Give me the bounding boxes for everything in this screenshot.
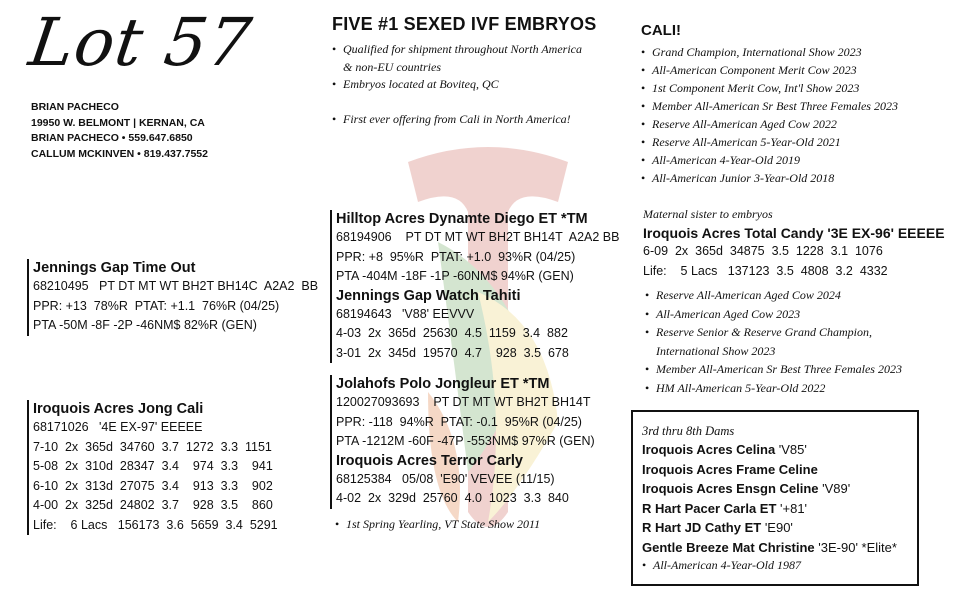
maternal-honors bbox=[645, 286, 955, 397]
honor-item: • Reserve All-American 5-Year-Old 2021 bbox=[641, 133, 951, 151]
animal-line: 68125384 05/08 'E90' VEVEE (11/15) bbox=[336, 471, 555, 486]
offer-bullets bbox=[332, 41, 632, 128]
honor-item: • Reserve All-American Aged Cow 2024 bbox=[645, 286, 955, 305]
maternal-sister bbox=[643, 224, 945, 281]
animal-line: PTA -50M -8F -2P -46NM$ 82%R (GEN) bbox=[33, 318, 257, 332]
dam-score: 'V85' bbox=[775, 442, 807, 457]
contact-line: 19950 W. BELMONT | KERNAN, CA bbox=[31, 116, 205, 129]
honor-item: • 1st Spring Yearling, VT State Show 2011 bbox=[335, 516, 540, 534]
animal-line: 4-02 2x 329d 25760 4.0 1023 3.3 840 bbox=[336, 491, 569, 505]
contact-line: BRIAN PACHECO • 559.647.6850 bbox=[31, 132, 193, 144]
dam-score: '+81' bbox=[776, 500, 808, 516]
dams-honor bbox=[642, 557, 917, 575]
animal-line: 5-08 2x 310d 28347 3.4 974 3.3 941 bbox=[33, 459, 273, 473]
maternal-note: Maternal sister to embryos bbox=[643, 207, 773, 221]
dam-name: Gentle Breeze Mat Christine bbox=[642, 539, 815, 555]
dam-name: R Hart Pacer Carla ET bbox=[642, 500, 777, 516]
honor-item: • All-American 4-Year-Old 2019 bbox=[641, 151, 951, 169]
dam-name: R Hart JD Cathy ET bbox=[642, 520, 762, 535]
pedigree-sire bbox=[330, 210, 619, 363]
animal-line: PPR: +13 78%R PTAT: +1.1 76%R (04/25) bbox=[33, 298, 280, 313]
dam-item bbox=[642, 518, 917, 538]
animal-line: 68194906 PT DT MT WT BH2T BH14T A2A2 BB bbox=[336, 230, 620, 244]
honor-item: • All-American Component Merit Cow 2023 bbox=[641, 61, 951, 79]
honor-item: • HM All-American 5-Year-Old 2022 bbox=[645, 379, 955, 398]
honor-item: • 1st Component Merit Cow, Int'l Show 2023 bbox=[641, 79, 951, 97]
animal-line: 6-10 2x 313d 27075 3.4 913 3.3 902 bbox=[33, 478, 273, 493]
offer-bullet-cont: & non-EU countries bbox=[343, 59, 441, 74]
offer-title: FIVE #1 SEXED IVF EMBRYOS bbox=[332, 14, 597, 34]
animal-name: Jennings Gap Watch Tahiti bbox=[336, 287, 521, 304]
animal-line: Life: 6 Lacs 156173 3.6 5659 3.4 5291 bbox=[33, 517, 278, 532]
animal-line: 7-10 2x 365d 34760 3.7 1272 3.3 1151 bbox=[33, 439, 272, 454]
honor-item: • Reserve All-American Aged Cow 2022 bbox=[641, 115, 951, 133]
dam-item bbox=[642, 460, 917, 480]
animal-line: PTA -1212M -60F -47P -553NM$ 97%R (GEN) bbox=[336, 434, 595, 448]
cali-title: CALI! bbox=[641, 22, 681, 39]
honor-item: • All-American Junior 3-Year-Old 2018 bbox=[641, 169, 951, 187]
honor-item: • All-American 4-Year-Old 1987 bbox=[642, 557, 917, 575]
dam-item bbox=[642, 440, 917, 460]
animal-name: Iroquois Acres Terror Carly bbox=[336, 452, 523, 469]
dam-score: '3E-90' *Elite* bbox=[814, 539, 897, 555]
animal-line: 6-09 2x 365d 34875 3.5 1228 3.1 1076 bbox=[643, 244, 883, 258]
animal-line: Life: 5 Lacs 137123 3.5 4808 3.2 4332 bbox=[643, 263, 888, 278]
contact-line: CALLUM MCKINVEN • 819.437.7552 bbox=[31, 147, 208, 160]
offer-bullet: • Embryos located at Boviteq, QC bbox=[332, 76, 632, 94]
honor-item: • All-American Aged Cow 2023 bbox=[645, 305, 955, 324]
animal-name: Iroquois Acres Total Candy '3E EX-96' EEEEE bbox=[643, 225, 945, 241]
animal-line: 68210495 PT DT MT WT BH2T BH14C A2A2 BB bbox=[33, 279, 319, 293]
honor-item-cont: International Show 2023 bbox=[656, 343, 776, 358]
honor-item: • Reserve Senior & Reserve Grand Champion, bbox=[645, 323, 955, 342]
carly-note bbox=[335, 516, 540, 534]
animal-line: 120027093693 PT DT MT WT BH2T BH14T bbox=[336, 395, 591, 409]
honor-item: • Grand Champion, International Show 2023 bbox=[641, 43, 951, 61]
animal-line: PPR: +8 95%R PTAT: +1.0 93%R (04/25) bbox=[336, 249, 576, 264]
animal-name: Jolahofs Polo Jongleur ET *TM bbox=[336, 376, 550, 392]
dams-box bbox=[631, 410, 919, 586]
animal-line: PPR: -118 94%R PTAT: -0.1 95%R (04/25) bbox=[336, 414, 582, 429]
pedigree-dam-left bbox=[27, 400, 278, 535]
dam-item bbox=[642, 538, 917, 558]
dam-name: Iroquois Acres Celina bbox=[642, 442, 776, 457]
lot-title: Lot 57 bbox=[24, 4, 257, 81]
dam-score: 'V89' bbox=[818, 481, 851, 496]
dam-item bbox=[642, 479, 917, 499]
honor-item: • Member All-American Sr Best Three Females 2023 bbox=[645, 360, 955, 379]
animal-line: 68194643 'V88' EEVVV bbox=[336, 306, 475, 321]
animal-name: Iroquois Acres Jong Cali bbox=[33, 401, 204, 417]
animal-line: PTA -404M -18F -1P -60NM$ 94%R (GEN) bbox=[336, 269, 574, 283]
honor-item: • Member All-American Sr Best Three Females 2023 bbox=[641, 97, 951, 115]
animal-name: Jennings Gap Time Out bbox=[33, 260, 196, 276]
contact-line: BRIAN PACHECO bbox=[31, 101, 119, 113]
offer-bullet: • First ever offering from Cali in North America! bbox=[332, 111, 632, 129]
animal-line: 3-01 2x 345d 19570 4.7 928 3.5 678 bbox=[336, 345, 569, 360]
pedigree-sire-left bbox=[27, 259, 318, 336]
animal-name: Hilltop Acres Dynamte Diego ET *TM bbox=[336, 211, 588, 227]
dam-item bbox=[642, 499, 917, 519]
dam-name: Iroquois Acres Frame Celine bbox=[642, 461, 818, 477]
animal-line: 68171026 '4E EX-97' EEEEE bbox=[33, 420, 203, 434]
dam-score: 'E90' bbox=[761, 520, 793, 535]
dam-name: Iroquois Acres Ensgn Celine bbox=[642, 481, 819, 496]
animal-line: 4-00 2x 325d 24802 3.7 928 3.5 860 bbox=[33, 498, 273, 512]
cali-honors bbox=[641, 43, 951, 187]
offer-bullet: • Qualified for shipment throughout North America bbox=[332, 41, 632, 59]
pedigree-dam-sire bbox=[330, 375, 595, 509]
animal-line: 4-03 2x 365d 25630 4.5 1159 3.4 882 bbox=[336, 326, 568, 340]
dams-title: 3rd thru 8th Dams bbox=[642, 424, 735, 438]
contact-block bbox=[31, 100, 208, 162]
